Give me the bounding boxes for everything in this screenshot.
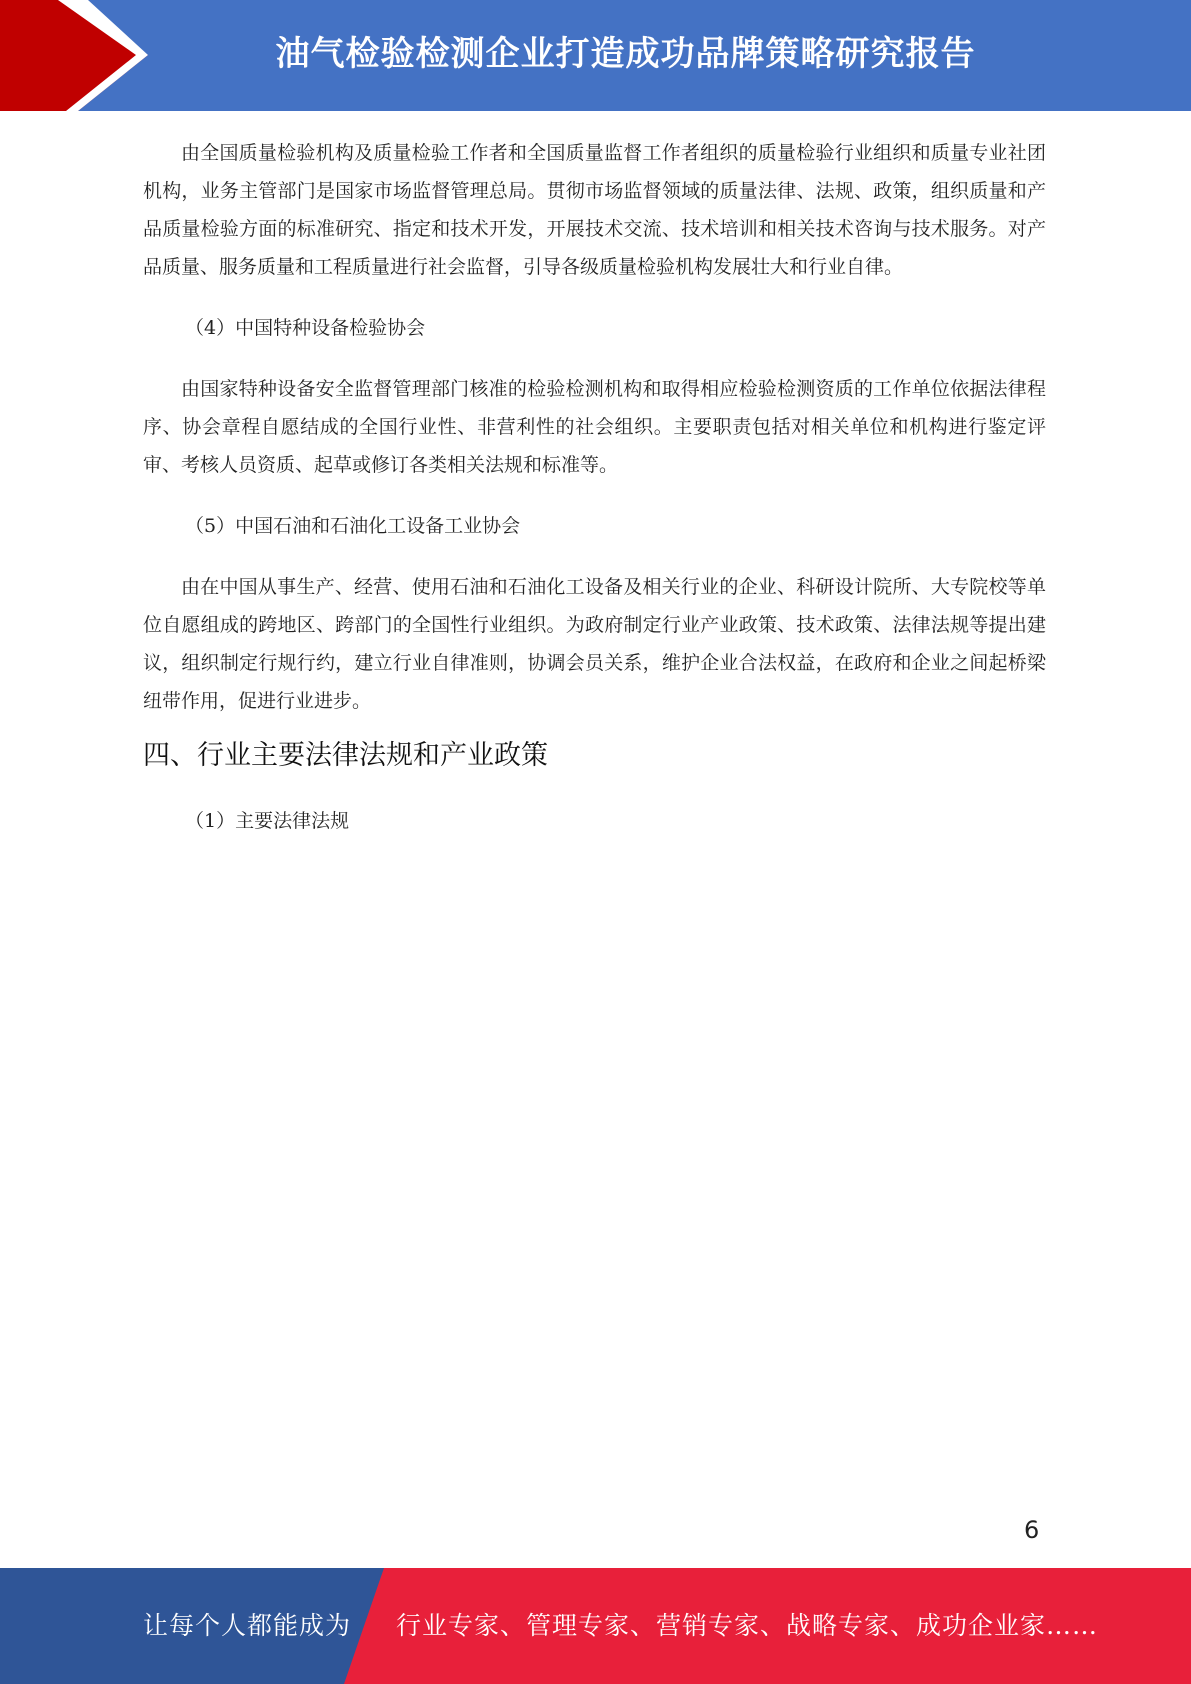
footer-slogan-left: 让每个人都能成为 (143, 1611, 352, 1640)
page-footer (0, 1568, 1191, 1684)
page-number: 6 (1024, 1516, 1040, 1544)
subheading-special-equipment-association: （4）中国特种设备检验协会 (185, 317, 426, 339)
paragraph-quality-inspection-association: 由全国质量检验机构及质量检验工作者和全国质量监督工作者组织的质量检验行业组织和质量专业社团机构，业务主管部门是国家市场监督管理总局。贯彻市场监督领域的质量法律、法规、政策，组织质量和产品质量检验方面的标准研究、指定和技术开发，开展技术交流、技术培训和相关技术咨询与技术服务。对产品质量、服务质量和工程质量进行社会监督，引导各级质量检验机构发展壮大和行业自律。 (143, 142, 1046, 278)
paragraph-special-equipment-association: 由国家特种设备安全监督管理部门核准的检验检测机构和取得相应检验检测资质的工作单位依据法律程序、协会章程自愿结成的全国行业性、非营利性的社会组织。主要职责包括对相关单位和机构进行鉴定评审、考核人员资质、起草或修订各类相关法规和标准等。 (143, 378, 1046, 476)
subheading-petroleum-equipment-association: （5）中国石油和石油化工设备工业协会 (185, 515, 521, 537)
document-body (143, 134, 1046, 840)
footer-slogan-right: 行业专家、管理专家、营销专家、战略专家、成功企业家…… (396, 1611, 1099, 1640)
page-header (0, 0, 1191, 111)
paragraph-petroleum-equipment-association: 由在中国从事生产、经营、使用石油和石油化工设备及相关行业的企业、科研设计院所、大专院校等单位自愿组成的跨地区、跨部门的全国性行业组织。为政府制定行业产业政策、技术政策、法律法规等提出建议，组织制定行规行约，建立行业自律准则，协调会员关系，维护企业合法权益，在政府和企业之间起桥梁纽带作用，促进行业进步。 (143, 576, 1046, 712)
header-title: 油气检验检测企业打造成功品牌策略研究报告 (275, 34, 976, 74)
subheading-main-laws: （1）主要法律法规 (185, 810, 350, 832)
section-title-laws-and-policies: 四、行业主要法律法规和产业政策 (143, 740, 548, 771)
